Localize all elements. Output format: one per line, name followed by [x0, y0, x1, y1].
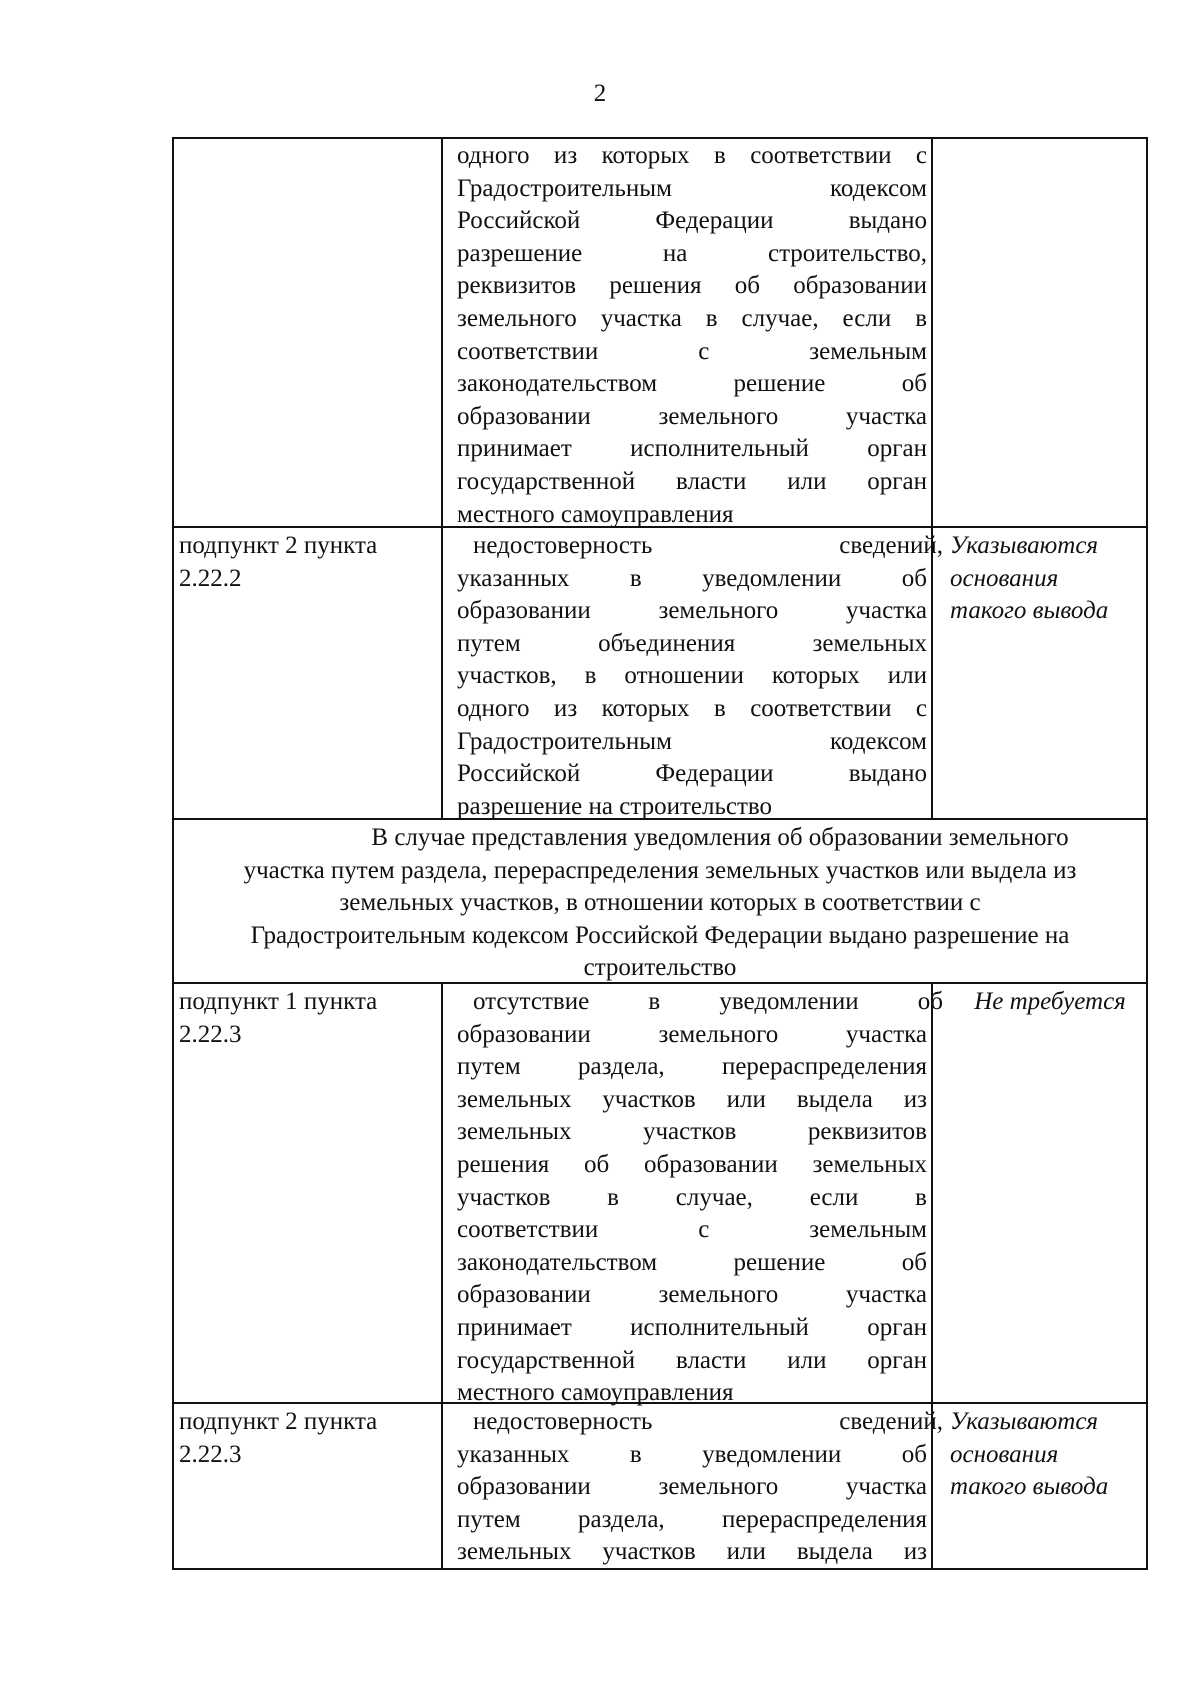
reason-text-line: путем раздела, перераспределения [457, 1505, 927, 1533]
reason-text-line: принимает исполнительный орган [457, 435, 927, 463]
ground-text-line: подпункт 1 пункта [179, 988, 378, 1015]
section-heading-line: строительство [583, 954, 737, 982]
reason-text-line: образовании земельного участка [457, 597, 927, 625]
reason-text-line: указанных в уведомлении об [457, 1440, 927, 1468]
table-rule-col2-b [931, 982, 933, 1570]
reason-text-line: законодательством решение об [457, 1248, 927, 1276]
ground-text-line: 2.22.3 [179, 1020, 242, 1048]
reason-text-line: соответствии с земельным [457, 337, 927, 365]
reason-text-line: государственной власти или орган [457, 468, 927, 495]
reason-text-line: земельного участка в случае, если в [457, 305, 927, 332]
reason-text-line: местного самоуправления [457, 500, 734, 528]
table-rule-left [172, 137, 174, 1570]
section-heading-line: участка путем раздела, перераспределения земельных участков или выдела из [243, 856, 1077, 884]
reason-text-line: государственной власти или орган [457, 1346, 927, 1374]
reason-text-line: законодательством решение об [457, 370, 927, 398]
table-rule-col1-b [441, 982, 443, 1570]
reason-text-line: участков в случае, если в [457, 1183, 927, 1211]
reason-text-line: участков, в отношении которых или [457, 662, 927, 690]
reason-text-line: соответствии с земельным [457, 1216, 927, 1244]
section-heading-line: земельных участков, в отношении которых в соответствии с [339, 889, 981, 917]
reason-text-line: Российской Федерации выдано [457, 760, 927, 788]
reason-text-line: недостоверность сведений, [473, 1408, 943, 1435]
reason-text-line: путем раздела, перераспределения [457, 1053, 927, 1081]
note-text-line: Указываются [950, 1408, 1099, 1435]
reason-text-line: отсутствие в уведомлении об [473, 988, 943, 1015]
reason-text-line: Градостроительным кодексом [457, 174, 927, 202]
reason-text-line: образовании земельного участка [457, 402, 927, 430]
reason-text-line: земельных участков или выдела из [457, 1538, 927, 1566]
reason-text-line: образовании земельного участка [457, 1020, 927, 1048]
reason-text-line: принимает исполнительный орган [457, 1314, 927, 1341]
reason-text-line: образовании земельного участка [457, 1281, 927, 1309]
table-rule-col1-a [441, 137, 443, 820]
reason-text-line: одного из которых в соответствии с [457, 142, 927, 169]
reason-text-line: земельных участков реквизитов [457, 1118, 927, 1146]
page-number: 2 [593, 80, 607, 107]
ground-text-line: 2.22.2 [179, 564, 242, 592]
reason-text-line: разрешение на строительство, [457, 239, 927, 267]
reason-text-line: указанных в уведомлении об [457, 564, 927, 592]
reason-text-line: одного из которых в соответствии с [457, 695, 927, 722]
table-rule-top [172, 137, 1148, 139]
section-heading-line: Градостроительным кодексом Российской Федерации выдано разрешение на [250, 921, 1070, 949]
reason-text-line: земельных участков или выдела из [457, 1085, 927, 1113]
reason-text-line: разрешение на строительство [457, 792, 773, 820]
ground-text-line: 2.22.3 [179, 1440, 242, 1468]
reason-text-line: недостоверность сведений, [473, 532, 943, 559]
note-text-line: основания [950, 564, 1059, 592]
note-text-line: Указываются [950, 532, 1099, 559]
reason-text-line: местного самоуправления [457, 1379, 734, 1407]
reason-text-line: Российской Федерации выдано [457, 207, 927, 235]
note-text-line: Не требуется [974, 988, 1126, 1015]
table-rule-col2-a [931, 137, 933, 820]
ground-text-line: подпункт 2 пункта [179, 1408, 378, 1435]
section-heading-line: В случае представления уведомления об образовании земельного [371, 824, 1069, 851]
reason-text-line: путем объединения земельных [457, 629, 927, 657]
reason-text-line: образовании земельного участка [457, 1473, 927, 1501]
reason-text-line: решения об образовании земельных [457, 1151, 927, 1178]
ground-text-line: подпункт 2 пункта [179, 532, 378, 559]
note-text-line: такого вывода [950, 1473, 1109, 1501]
reason-text-line: реквизитов решения об образовании [457, 272, 927, 300]
note-text-line: основания [950, 1440, 1059, 1468]
note-text-line: такого вывода [950, 597, 1109, 625]
reason-text-line: Градостроительным кодексом [457, 727, 927, 755]
